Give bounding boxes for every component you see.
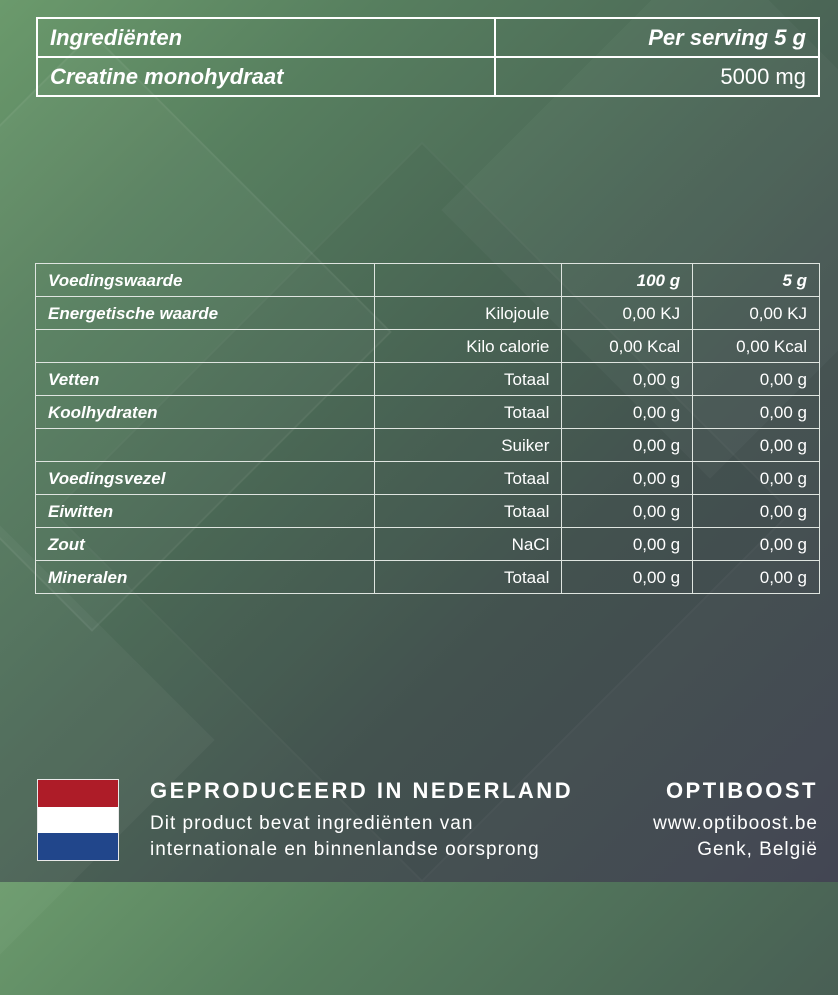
nutrient-label: Mineralen bbox=[36, 561, 375, 594]
nutrition-header-label: Voedingswaarde bbox=[36, 264, 375, 297]
nutrient-label bbox=[36, 429, 375, 462]
table-row bbox=[36, 495, 820, 528]
nutrition-header-row bbox=[36, 264, 820, 297]
nutrient-value-serving: 0,00 g bbox=[693, 429, 820, 462]
nutrient-value-100g: 0,00 g bbox=[562, 561, 693, 594]
origin-title: GEPRODUCEERD IN NEDERLAND bbox=[150, 778, 574, 803]
origin-line: internationale en binnenlandse oorsprong bbox=[150, 839, 540, 860]
nutrient-value-serving: 0,00 g bbox=[693, 561, 820, 594]
origin-description bbox=[150, 811, 540, 863]
brand-location: Genk, België bbox=[697, 839, 818, 860]
nutrient-value-100g: 0,00 g bbox=[562, 396, 693, 429]
nutrient-label: Voedingsvezel bbox=[36, 462, 375, 495]
brand-contact bbox=[653, 811, 818, 863]
nutrient-label bbox=[36, 330, 375, 363]
nutrient-label: Koolhydraten bbox=[36, 396, 375, 429]
nutrient-value-100g: 0,00 g bbox=[562, 363, 693, 396]
ingredient-row bbox=[37, 57, 819, 96]
ingredient-name: Creatine monohydraat bbox=[37, 57, 495, 96]
table-row bbox=[36, 363, 820, 396]
nutrient-value-100g: 0,00 Kcal bbox=[562, 330, 693, 363]
nutrition-table bbox=[35, 263, 820, 594]
brand-name: OPTIBOOST bbox=[665, 778, 818, 803]
nutrient-value-100g: 0,00 g bbox=[562, 528, 693, 561]
nutrition-header-serving: 5 g bbox=[693, 264, 820, 297]
nutrient-label: Zout bbox=[36, 528, 375, 561]
ingredients-header-row bbox=[37, 18, 819, 57]
nutrient-value-serving: 0,00 g bbox=[693, 495, 820, 528]
netherlands-flag-icon bbox=[37, 779, 119, 861]
flag-stripe-blue bbox=[38, 833, 118, 860]
ingredients-table bbox=[36, 17, 820, 97]
flag-stripe-red bbox=[38, 780, 118, 807]
nutrient-value-100g: 0,00 g bbox=[562, 429, 693, 462]
brand-website: www.optiboost.be bbox=[653, 813, 818, 834]
nutrient-value-serving: 0,00 KJ bbox=[693, 297, 820, 330]
nutrition-header-100g: 100 g bbox=[562, 264, 693, 297]
nutrient-value-100g: 0,00 KJ bbox=[562, 297, 693, 330]
ingredients-header-label: Ingrediënten bbox=[37, 18, 495, 57]
nutrient-label: Energetische waarde bbox=[36, 297, 375, 330]
nutrient-value-100g: 0,00 g bbox=[562, 462, 693, 495]
table-row bbox=[36, 462, 820, 495]
nutrient-sublabel: Kilojoule bbox=[375, 297, 562, 330]
table-row bbox=[36, 330, 820, 363]
nutrient-sublabel: Totaal bbox=[375, 561, 562, 594]
nutrient-value-serving: 0,00 Kcal bbox=[693, 330, 820, 363]
nutrient-sublabel: Totaal bbox=[375, 462, 562, 495]
nutrient-value-serving: 0,00 g bbox=[693, 363, 820, 396]
table-row bbox=[36, 297, 820, 330]
nutrient-label: Eiwitten bbox=[36, 495, 375, 528]
nutrient-value-100g: 0,00 g bbox=[562, 495, 693, 528]
table-row bbox=[36, 396, 820, 429]
nutrient-value-serving: 0,00 g bbox=[693, 528, 820, 561]
nutrient-sublabel: Kilo calorie bbox=[375, 330, 562, 363]
flag-stripe-white bbox=[38, 807, 118, 834]
nutrient-sublabel: Totaal bbox=[375, 495, 562, 528]
nutrient-value-serving: 0,00 g bbox=[693, 462, 820, 495]
table-row bbox=[36, 528, 820, 561]
nutrient-value-serving: 0,00 g bbox=[693, 396, 820, 429]
nutrient-sublabel: NaCl bbox=[375, 528, 562, 561]
nutrient-sublabel: Suiker bbox=[375, 429, 562, 462]
nutrient-sublabel: Totaal bbox=[375, 396, 562, 429]
nutrition-header-empty bbox=[375, 264, 562, 297]
origin-line: Dit product bevat ingrediënten van bbox=[150, 813, 474, 834]
nutrient-sublabel: Totaal bbox=[375, 363, 562, 396]
nutrient-label: Vetten bbox=[36, 363, 375, 396]
table-row bbox=[36, 561, 820, 594]
ingredient-amount: 5000 mg bbox=[495, 57, 819, 96]
ingredients-header-serving: Per serving 5 g bbox=[495, 18, 819, 57]
table-row bbox=[36, 429, 820, 462]
